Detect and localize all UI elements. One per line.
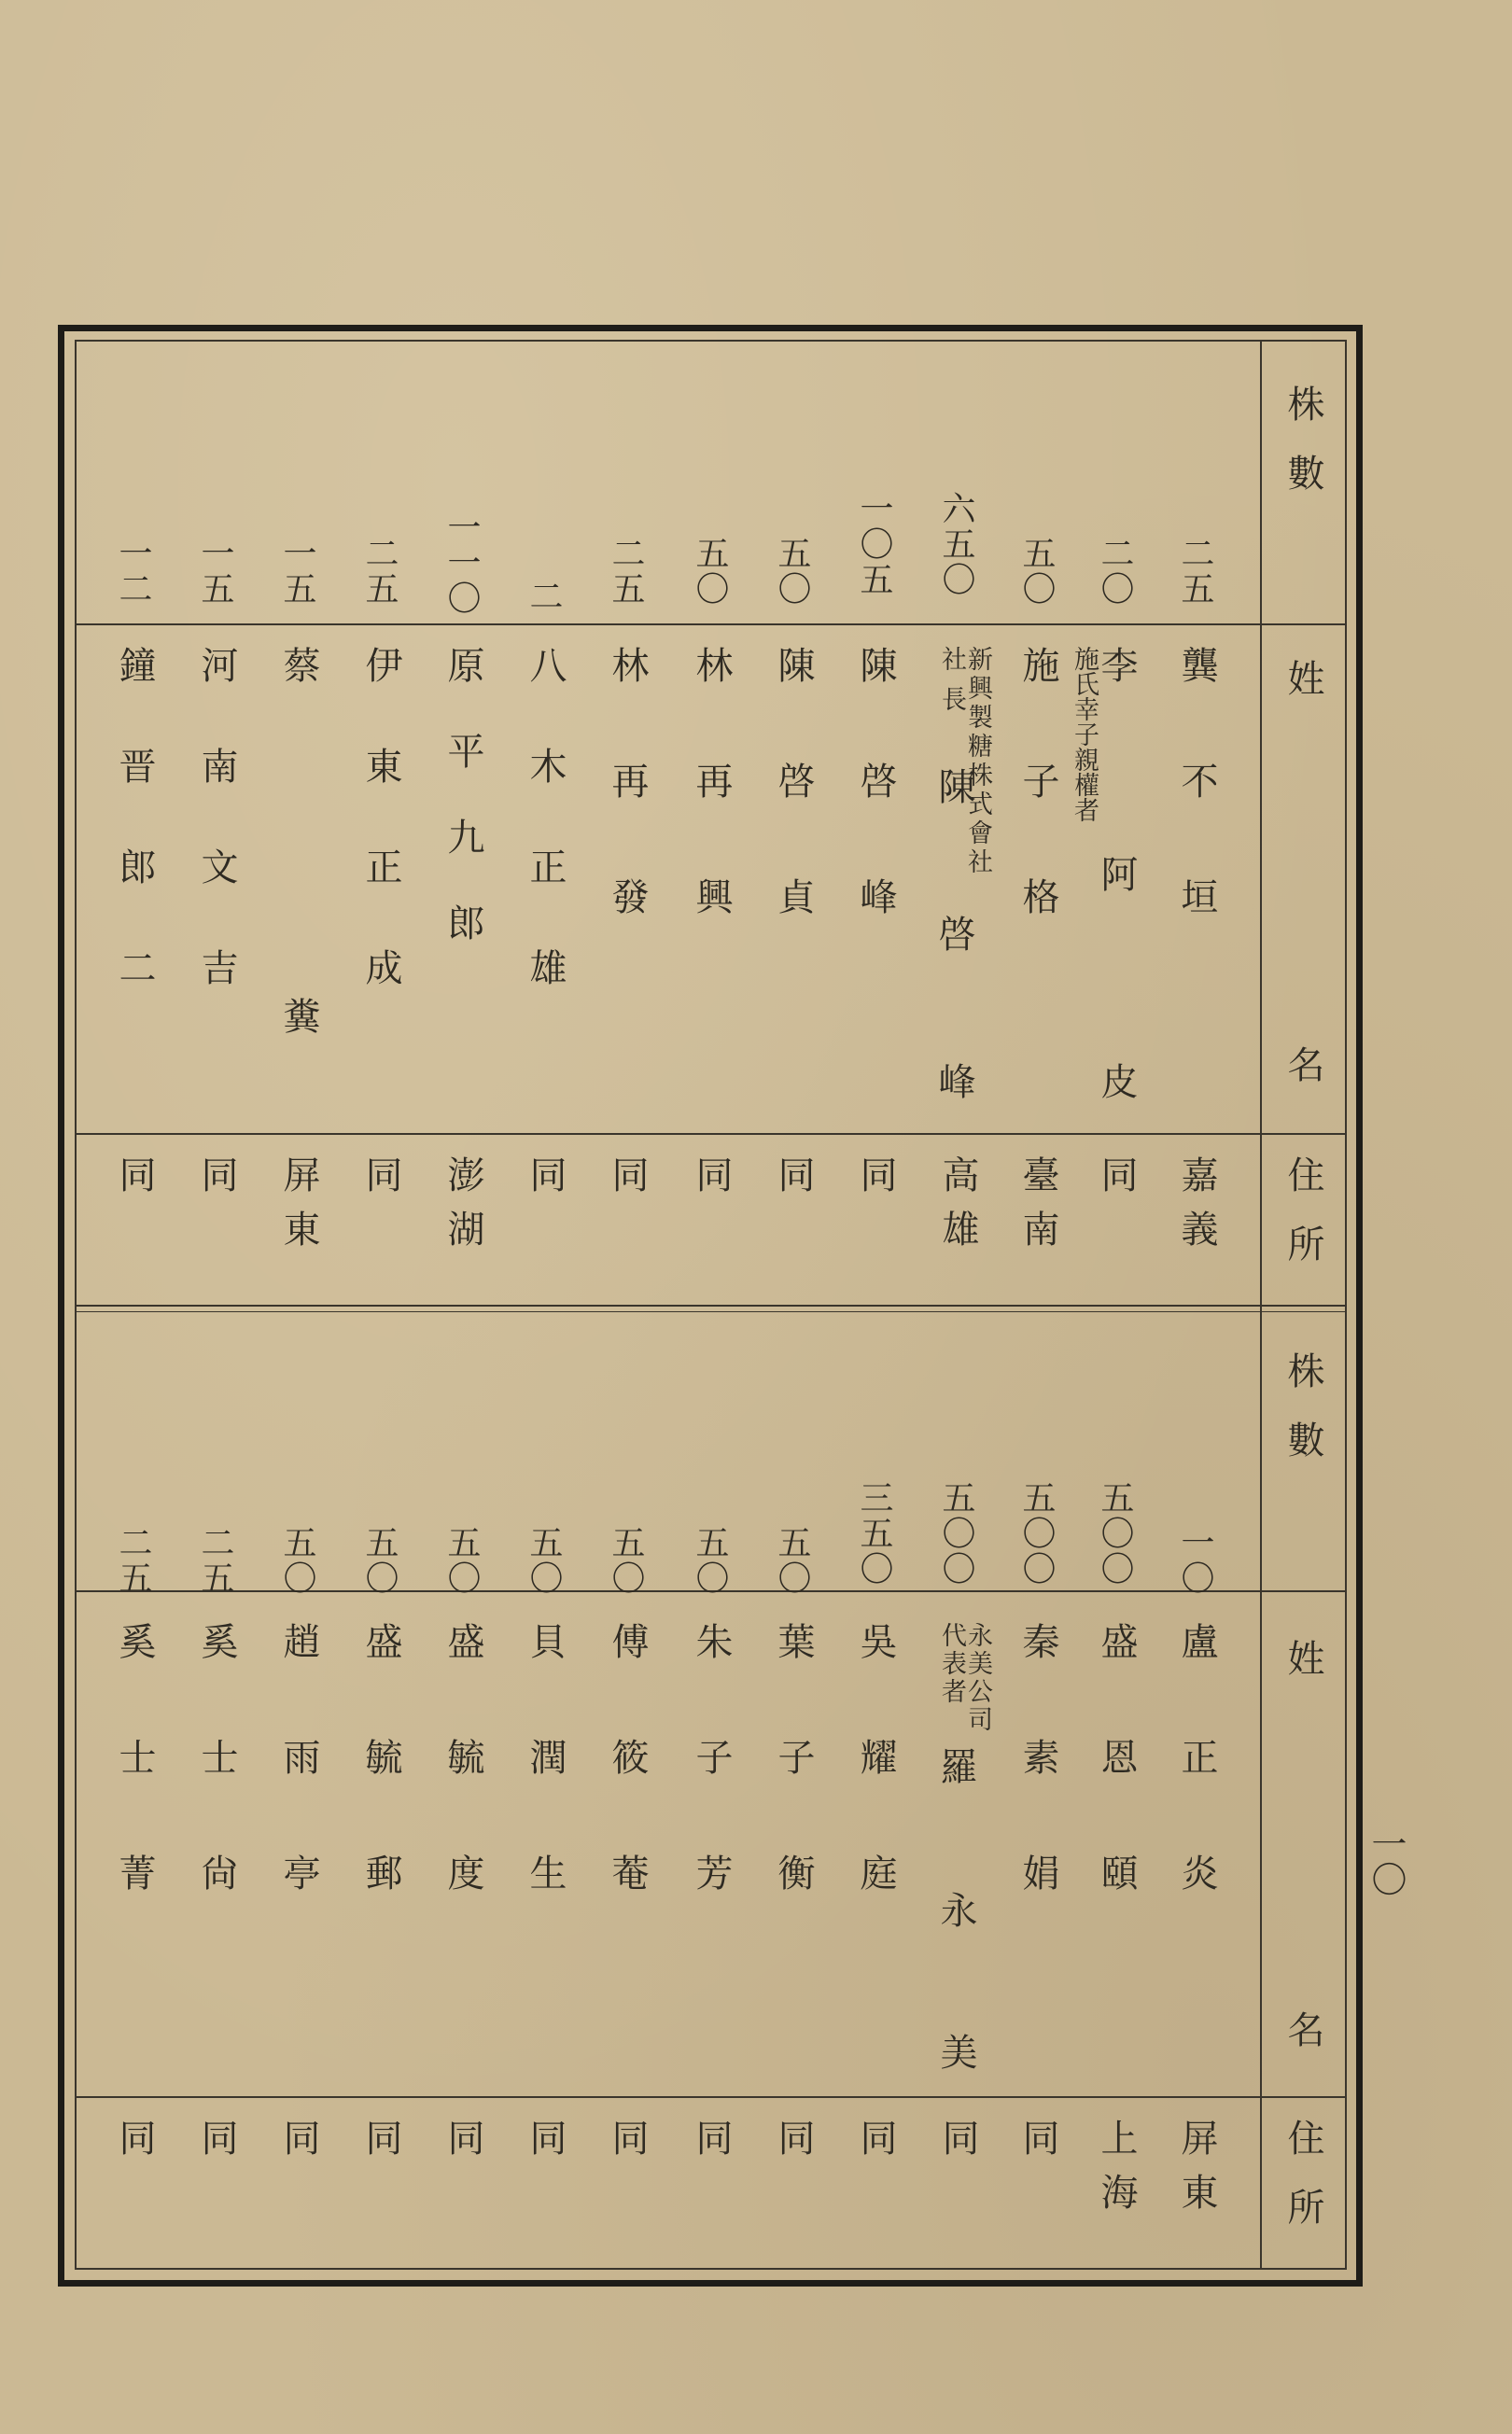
- top-name-line: [77, 1133, 1260, 1135]
- page-number: 一〇: [1365, 1826, 1407, 1896]
- company-note: 新興製糖株式會社: [963, 646, 992, 877]
- bottom-shares-line: [77, 1590, 1260, 1592]
- addr-cell: 同: [854, 2119, 897, 2156]
- name-cell: 林 再 興: [690, 646, 733, 935]
- addr-cell: 同: [359, 1155, 402, 1193]
- shares-cell: 五〇: [360, 1525, 399, 1596]
- name-cell: 永: [934, 1891, 977, 1928]
- shares-cell: 二: [525, 579, 563, 614]
- addr-cell: 同: [524, 2119, 567, 2156]
- guardian-note: 施氏幸子親權者: [1070, 646, 1099, 822]
- addr-cell: 同: [690, 1155, 733, 1193]
- shares-cell: 三五〇: [855, 1480, 893, 1587]
- addr-cell: 高雄: [936, 1155, 979, 1264]
- company-note: 永美公司: [963, 1622, 992, 1734]
- hdr-line-3: [1260, 1590, 1346, 1592]
- name-cell: 貝 潤 生: [524, 1622, 567, 1911]
- addr-cell: 澎湖: [441, 1155, 484, 1264]
- addr-cell: 臺南: [1016, 1155, 1059, 1264]
- shares-cell: 五〇〇: [1017, 1480, 1056, 1587]
- addr-cell: 嘉義: [1175, 1155, 1218, 1264]
- shares-cell: 五〇: [1017, 536, 1056, 607]
- shares-cell: 二五: [1176, 536, 1214, 607]
- shares-cell: 五〇: [691, 1525, 729, 1596]
- addr-cell: 同: [195, 1155, 238, 1193]
- addr-cell: 同: [690, 2119, 733, 2156]
- shares-cell: 一〇五: [855, 491, 893, 597]
- addr-cell: 同: [277, 2119, 320, 2156]
- name-cell: 阿: [1095, 855, 1138, 892]
- addr-cell: 同: [1095, 1155, 1138, 1193]
- name-cell: 林 再 發: [606, 646, 649, 935]
- shares-cell: 五〇〇: [1096, 1480, 1134, 1587]
- name-cell: 伊東正成: [359, 646, 402, 1049]
- name-cell: 美: [934, 2033, 977, 2070]
- header-addr-top: 住所: [1281, 1155, 1324, 1294]
- header-name-b-bottom: 名: [1281, 2010, 1324, 2048]
- section-divider: [77, 1305, 1346, 1307]
- name-cell: 盛 毓 度: [441, 1622, 484, 1911]
- shares-cell: 五〇: [442, 1525, 481, 1596]
- name-cell: 盛 恩 頤: [1095, 1622, 1138, 1911]
- addr-cell: 同: [113, 1155, 156, 1193]
- name-cell: 峰: [932, 1062, 975, 1099]
- shares-cell: 五〇: [691, 536, 729, 607]
- shares-cell: 二五: [607, 536, 645, 607]
- name-cell: 盧 正 炎: [1175, 1622, 1218, 1911]
- addr-cell: 同: [524, 1155, 567, 1193]
- name-cell: 鐘晋郎二: [113, 646, 156, 1049]
- addr-cell: 同: [441, 2119, 484, 2156]
- name-cell: 龔 不 垣: [1175, 646, 1218, 935]
- shares-cell: 一二: [114, 536, 152, 607]
- name-cell: 原平九郎: [441, 646, 484, 989]
- shares-cell: 五〇: [278, 1525, 316, 1596]
- hdr-line-2: [1260, 1133, 1346, 1135]
- name-cell: 施 子 格: [1016, 646, 1059, 935]
- shares-cell: 一〇: [1176, 1525, 1214, 1596]
- header-name-a-top: 姓: [1281, 659, 1324, 696]
- shares-cell: 五〇: [607, 1525, 645, 1596]
- shares-cell: 五〇: [773, 536, 811, 607]
- name-cell: 河南文吉: [195, 646, 238, 1049]
- header-addr-bottom: 住所: [1281, 2119, 1324, 2257]
- addr-cell: 同: [195, 2119, 238, 2156]
- name-cell: 葉 子 衡: [772, 1622, 815, 1911]
- bottom-name-line: [77, 2096, 1260, 2098]
- addr-cell: 同: [772, 1155, 815, 1193]
- shares-cell: 五〇: [525, 1525, 563, 1596]
- name-cell: 八木正雄: [524, 646, 567, 1049]
- name-cell: 啓: [932, 915, 975, 952]
- top-shares-line: [77, 623, 1260, 625]
- name-cell: 奚 士 菁: [113, 1622, 156, 1911]
- header-name-a-bottom: 姓: [1281, 1639, 1324, 1676]
- shares-cell: 六五〇: [937, 491, 975, 597]
- name-cell: 陳 啓 峰: [854, 646, 897, 935]
- shares-cell: 一五: [196, 536, 234, 607]
- company-title: 代表者: [937, 1622, 966, 1706]
- name-cell: 奚 士 尙: [195, 1622, 238, 1911]
- shares-cell: 五〇: [773, 1525, 811, 1596]
- name-cell: 李: [1095, 646, 1138, 683]
- name-cell: 蔡 糞: [277, 646, 320, 1084]
- company-title: 社長: [937, 646, 966, 726]
- addr-cell: 同: [854, 1155, 897, 1193]
- name-cell: 秦 素 娟: [1016, 1622, 1059, 1911]
- name-cell: 傅 筱 菴: [606, 1622, 649, 1911]
- addr-cell: 同: [359, 2119, 402, 2156]
- name-cell: 皮: [1095, 1062, 1138, 1099]
- hdr-line-1: [1260, 623, 1346, 625]
- shares-cell: 一五: [278, 536, 316, 607]
- addr-cell: 同: [1016, 2119, 1059, 2156]
- header-name-b-top: 名: [1281, 1045, 1324, 1083]
- header-shares-bottom: 株數: [1281, 1351, 1324, 1490]
- name-cell: 羅: [934, 1747, 977, 1784]
- addr-cell: 屏東: [1175, 2119, 1218, 2227]
- name-cell: 陳 啓 貞: [772, 646, 815, 935]
- name-cell: 趙 雨 亭: [277, 1622, 320, 1911]
- addr-cell: 同: [606, 1155, 649, 1193]
- name-cell: 朱 子 芳: [690, 1622, 733, 1911]
- addr-cell: 上海: [1095, 2119, 1138, 2227]
- addr-cell: 屏東: [277, 1155, 320, 1264]
- addr-cell: 同: [772, 2119, 815, 2156]
- name-cell: 吳 耀 庭: [854, 1622, 897, 1911]
- addr-cell: 同: [606, 2119, 649, 2156]
- hdr-line-4: [1260, 2096, 1346, 2098]
- addr-cell: 同: [936, 2119, 979, 2156]
- name-cell: 盛 毓 郵: [359, 1622, 402, 1911]
- shares-cell: 二五: [114, 1525, 152, 1596]
- name-cell: 陳: [932, 767, 975, 804]
- shares-cell: 二五: [196, 1525, 234, 1596]
- shares-cell: 二五: [360, 536, 399, 607]
- header-shares-top: 株數: [1281, 385, 1324, 523]
- section-divider-thin: [77, 1311, 1346, 1312]
- shares-cell: 一一〇: [442, 510, 481, 616]
- addr-cell: 同: [113, 2119, 156, 2156]
- shares-cell: 二〇: [1096, 536, 1134, 607]
- shares-cell: 五〇〇: [937, 1480, 975, 1587]
